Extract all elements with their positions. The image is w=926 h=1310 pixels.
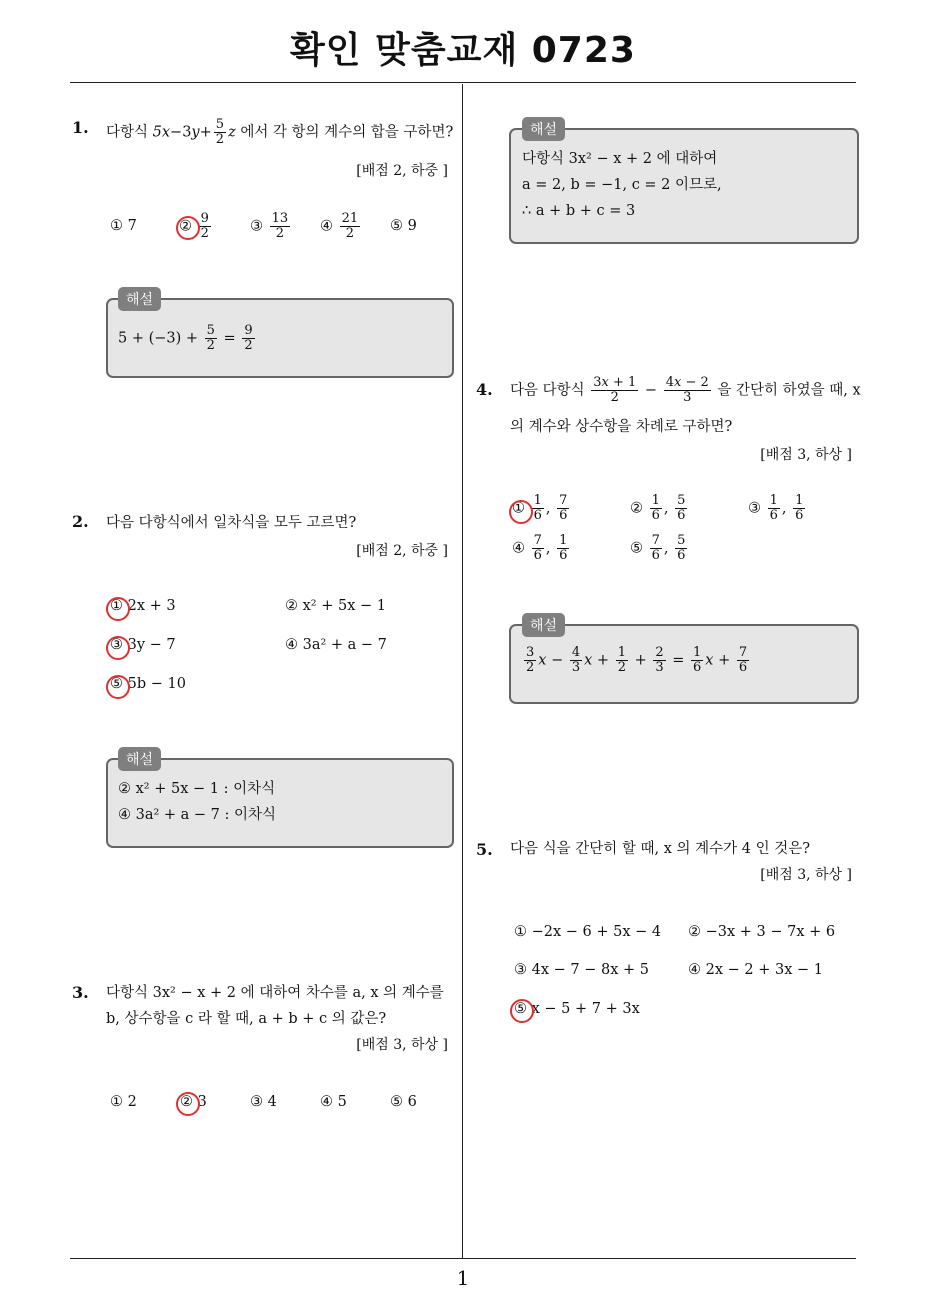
question-2-option-4[interactable]: ④ 3a² + a − 7: [285, 637, 387, 653]
question-2-solution-line-2: ④ 3a² + a − 7 : 이차식: [118, 807, 277, 823]
question-5-option-5[interactable]: ⑤ x − 5 + 7 + 3x: [514, 1001, 640, 1017]
answer-mark-circle: [106, 597, 130, 621]
question-3-option-4[interactable]: ④ 5: [320, 1094, 347, 1110]
question-4-option-1[interactable]: ① $\frac{1}{6}$ , $\frac{7}{6}$: [512, 493, 568, 523]
question-2-solution-tag: 해설: [118, 747, 161, 771]
question-4-option-3[interactable]: ③ $\frac{1}{6}$ , $\frac{1}{6}$: [748, 493, 804, 523]
answer-mark-circle: [106, 675, 130, 699]
question-5-option-1[interactable]: ① −2x − 6 + 5x − 4: [514, 924, 662, 940]
question-4-option-2[interactable]: ② $\frac{1}{6}$ , $\frac{5}{6}$: [630, 493, 686, 523]
question-3-option-5[interactable]: ⑤ 6: [390, 1094, 417, 1110]
question-2-number: 2.: [72, 512, 89, 531]
question-4-line-2: 의 계수와 상수항을 차례로 구하면?: [510, 419, 733, 435]
question-3-option-1[interactable]: ① 2: [110, 1094, 137, 1110]
question-4-number: 4.: [476, 380, 493, 399]
question-5-number: 5.: [476, 840, 493, 859]
question-3-solution-line-2: a = 2, b = −1, c = 2 이므로,: [522, 177, 722, 193]
answer-mark-circle: [510, 999, 534, 1023]
answer-mark-circle: [509, 500, 533, 524]
question-1-option-4[interactable]: ④ $\frac{21}{2}$: [320, 211, 359, 241]
top-rule: [70, 82, 856, 83]
question-3-option-3[interactable]: ③ 4: [250, 1094, 277, 1110]
question-4-option-5[interactable]: ⑤ $\frac{7}{6}$ , $\frac{5}{6}$: [630, 533, 686, 563]
answer-mark-circle: [106, 636, 130, 660]
question-2-option-5[interactable]: ⑤ 5b − 10: [110, 676, 186, 692]
question-3-option-2[interactable]: ② 3: [180, 1094, 207, 1110]
question-1-option-1[interactable]: ① 7: [110, 218, 137, 234]
page-title: 확인 맞춤교재 0723: [290, 30, 636, 71]
question-2-option-1[interactable]: ① 2x + 3: [110, 598, 176, 614]
answer-mark-circle: [176, 1092, 200, 1116]
answer-mark-circle: [176, 216, 200, 240]
question-5-option-4[interactable]: ④ 2x − 2 + 3x − 1: [688, 962, 823, 978]
bottom-rule: [70, 1258, 856, 1259]
question-3-number: 3.: [72, 983, 89, 1002]
question-3-line-2: b, 상수항을 c 라 할 때, a + b + c 의 값은?: [106, 1011, 387, 1027]
column-divider: [462, 84, 463, 1258]
question-4-option-4[interactable]: ④ $\frac{7}{6}$ , $\frac{1}{6}$: [512, 533, 568, 563]
question-1-text: 다항식 5x−3y+ $\frac{5}{2}$ z 에서 각 항의 계수의 합을 구하면?: [106, 117, 454, 147]
question-5-meta: [배점 3, 하상 ]: [760, 867, 852, 883]
page-number: 1: [456, 1266, 470, 1290]
question-1-meta: [배점 2, 하중 ]: [356, 163, 448, 179]
question-5-text: 다음 식을 간단히 할 때, x 의 계수가 4 인 것은?: [510, 841, 810, 857]
question-5-option-3[interactable]: ③ 4x − 7 − 8x + 5: [514, 962, 649, 978]
question-1-number: 1.: [72, 118, 89, 137]
question-2-text: 다음 다항식에서 일차식을 모두 고르면?: [106, 515, 357, 531]
question-1-option-2[interactable]: ② $\frac{9}{2}$: [179, 211, 209, 241]
question-3-meta: [배점 3, 하상 ]: [356, 1037, 448, 1053]
question-5-option-2[interactable]: ② −3x + 3 − 7x + 6: [688, 924, 836, 940]
question-3-solution-line-1: 다항식 3x² − x + 2 에 대하여: [522, 151, 718, 167]
question-2-solution-line-1: ② x² + 5x − 1 : 이차식: [118, 781, 276, 797]
question-2-option-2[interactable]: ② x² + 5x − 1: [285, 598, 386, 614]
question-4-solution-tag: 해설: [522, 613, 565, 637]
question-4-meta: [배점 3, 하상 ]: [760, 447, 852, 463]
question-1-option-3[interactable]: ③ $\frac{13}{2}$: [250, 211, 289, 241]
question-1-solution-tag: 해설: [118, 287, 161, 311]
question-1-solution: 5 + (−3) + $\frac{5}{2}$ = $\frac{9}{2}$: [118, 323, 253, 353]
question-2-meta: [배점 2, 하중 ]: [356, 543, 448, 559]
question-3-solution-line-3: ∴ a + b + c = 3: [522, 203, 636, 219]
question-4-text: 다음 다항식 $\frac{3x + 1}{2}$ − $\frac{4x - 2}{3}$ 을 간단히 하였을 때, x: [510, 375, 861, 405]
question-3-line-1: 다항식 3x² − x + 2 에 대하여 차수를 a, x 의 계수를: [106, 985, 444, 1001]
question-2-option-3[interactable]: ③ 3y − 7: [110, 637, 176, 653]
question-3-solution-tag: 해설: [522, 117, 565, 141]
question-1-option-5[interactable]: ⑤ 9: [390, 218, 417, 234]
question-4-solution: $\frac{3}{2}$ x − $\frac{4}{3}$ x + $\frac{1}{2}$ + $\frac{2}{3}$ = $\frac{1}{6}$ x + $\frac{7}{6}$: [526, 645, 748, 675]
